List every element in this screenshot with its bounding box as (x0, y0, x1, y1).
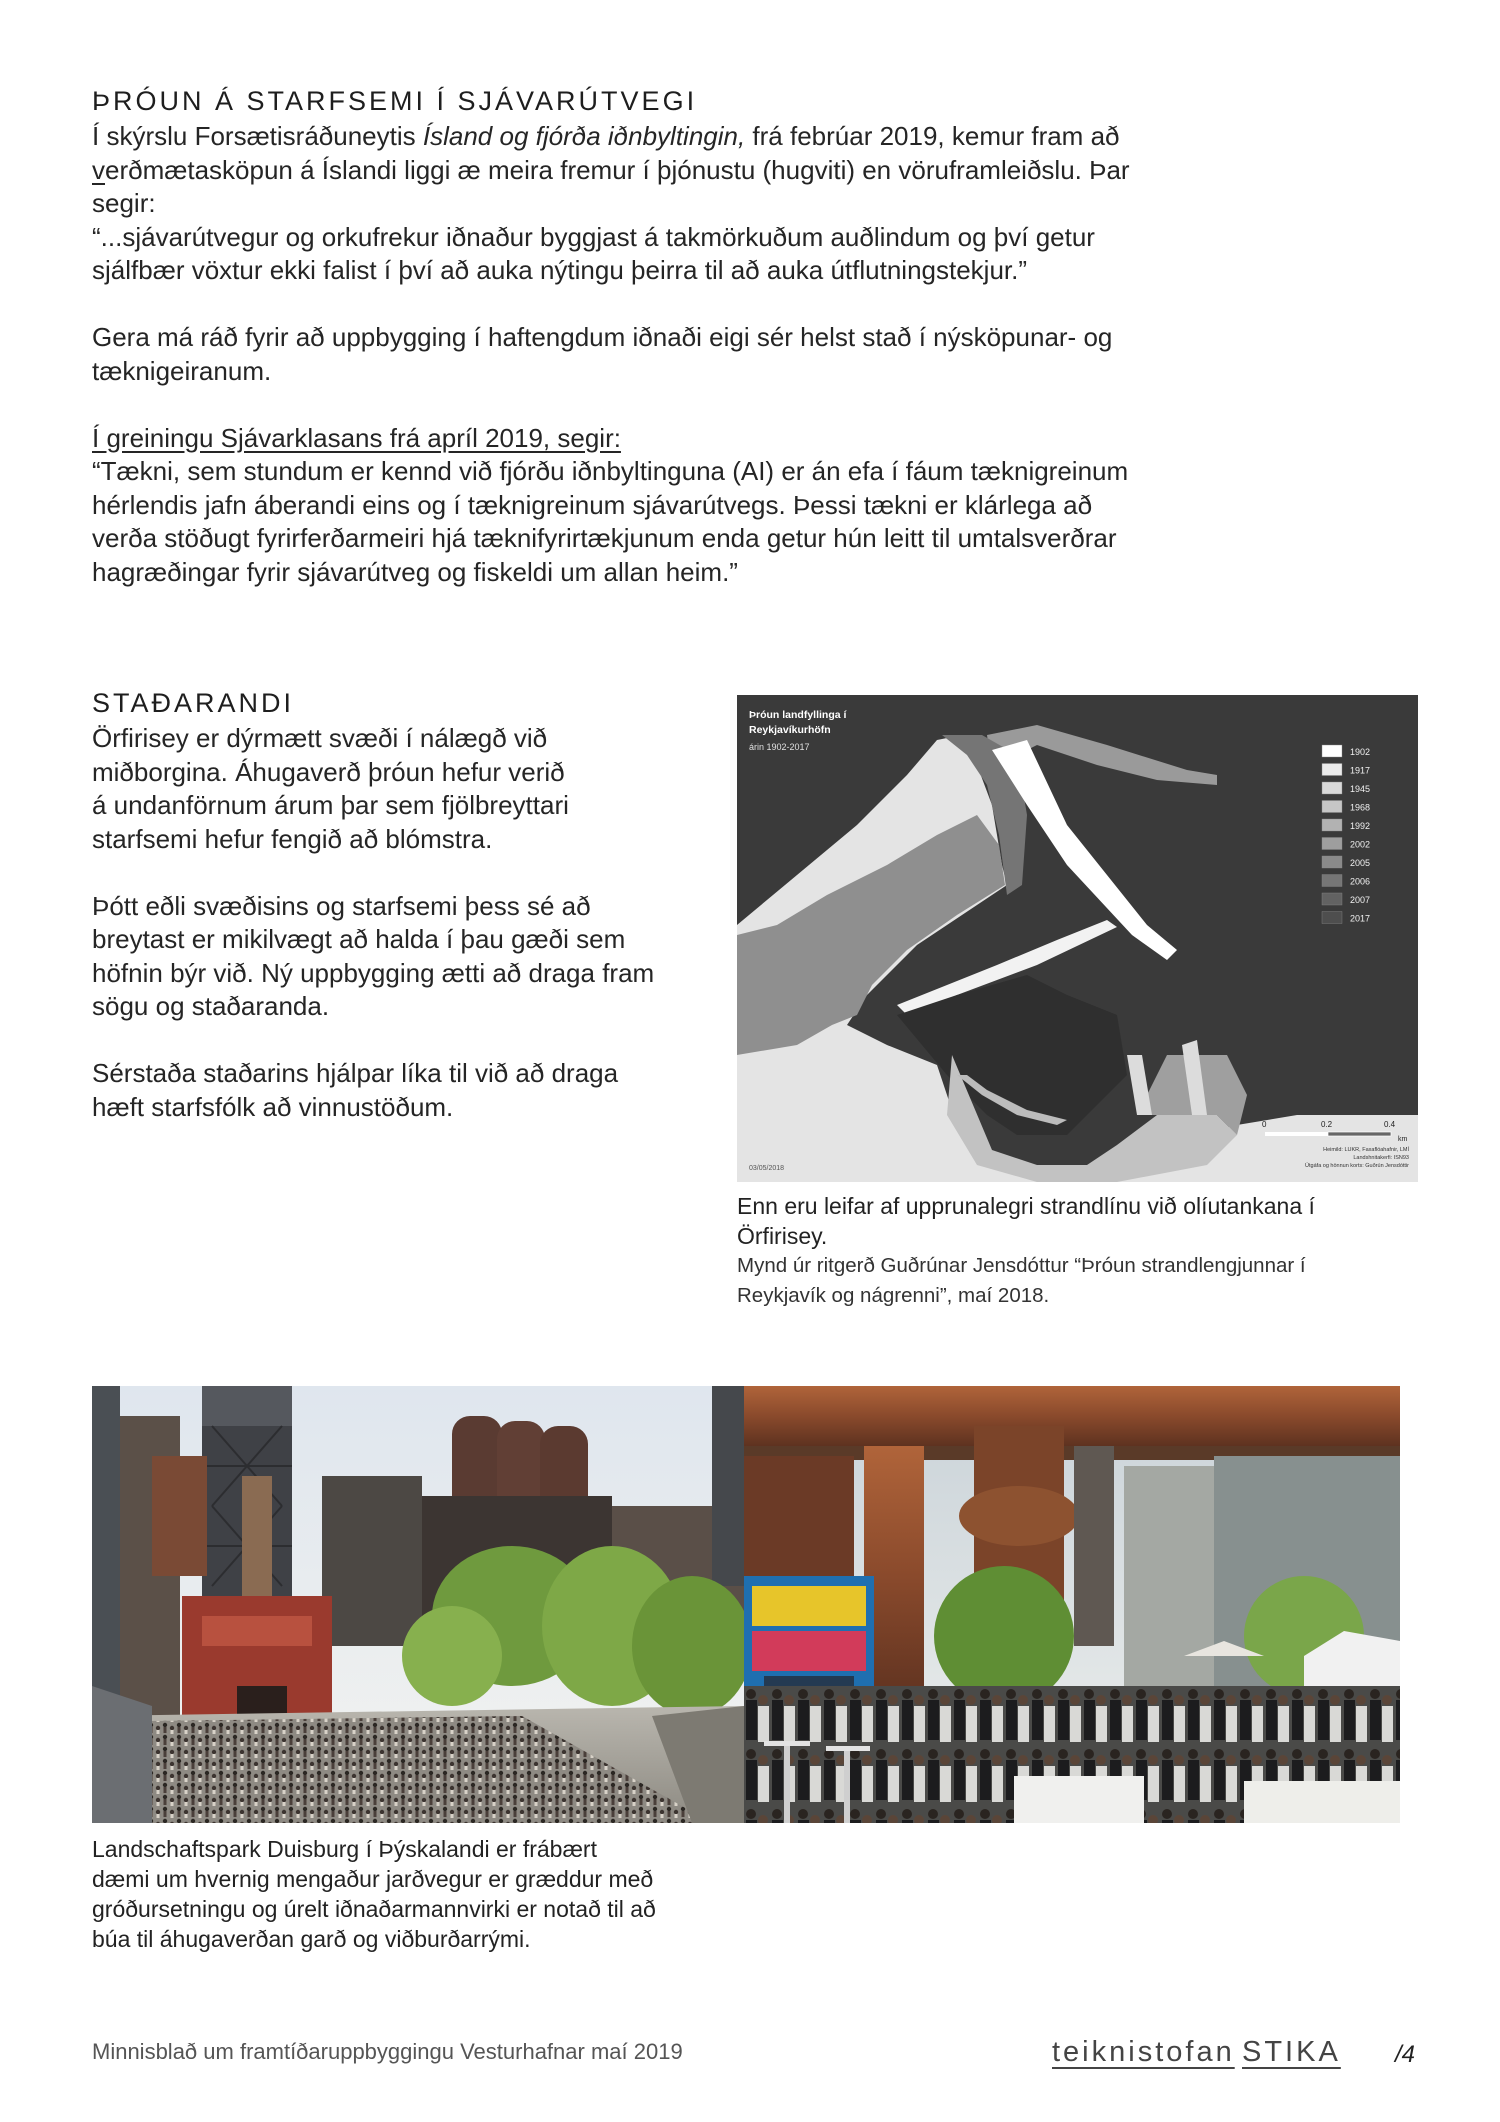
section-heading-fisheries: ÞRÓUN Á STARFSEMI Í SJÁVARÚTVEGI (92, 86, 698, 116)
quote-line: hagræðingar fyrir sjávarútveg og fiskeldi um allan heim.” (92, 556, 738, 587)
legend-label-1992: 1992 (1350, 821, 1371, 831)
paragraph-line: tæknigeiranum. (92, 355, 272, 386)
legend-label-2005: 2005 (1350, 858, 1371, 868)
legend-swatch-1968 (1322, 801, 1342, 813)
photo-caption-line: dæmi um hvernig mengaður jarðvegur er græddur með (92, 1866, 654, 1892)
map-date: 03/05/2018 (749, 1165, 785, 1172)
photo-duisburg-crowd-svg (92, 1386, 744, 1823)
legend-swatch-2002 (1322, 838, 1342, 850)
quote-line: “...sjávarútvegur og orkufrekur iðnaður byggjast á takmörkuðum auðlindum og því getur (92, 221, 1095, 252)
legend-swatch-2006 (1322, 875, 1342, 887)
scale-label-1: 0.2 (1321, 1120, 1333, 1129)
source-intro: Í greiningu Sjávarklasans frá apríl 2019, segir: (92, 422, 621, 453)
map-credit: Landshnitakerfi: ISN93 (1353, 1155, 1409, 1161)
paragraph-line: starfsemi hefur fengið að blómstra. (92, 823, 493, 854)
map-caption-credit: Reykjavík og nágrenni”, maí 2018. (737, 1284, 1050, 1307)
spacer (92, 388, 1432, 422)
photo-caption-line: Landschaftspark Duisburg í Þýskalandi er frábært (92, 1836, 597, 1862)
paragraph-line: segir: (92, 188, 156, 218)
paragraph-line: Gera má ráð fyrir að uppbygging í haftengdum iðnaði eigi sér helst stað í nýsköpunar- og (92, 322, 1113, 352)
photo-caption-line: gróðursetningu og úrelt iðnaðarmannvirki er notað til að (92, 1896, 656, 1922)
map-caption-credit: Mynd úr ritgerð Guðrúnar Jensdóttur “Þróun strandlengjunnar í (737, 1254, 1306, 1277)
photo-duisburg-event-svg (744, 1386, 1400, 1823)
legend-swatch-1945 (1322, 782, 1342, 794)
photo-duisburg-crowd (92, 1386, 744, 1823)
photo-duisburg-event (744, 1386, 1400, 1823)
section-spirit-body (92, 722, 732, 1124)
footer-document-title: Minnisblað um framtíðaruppbyggingu Vesturhafnar maí 2019 (92, 2039, 683, 2064)
paragraph-line: á undanförnum árum þar sem fjölbreyttari (92, 790, 569, 820)
paragraph-line: miðborgina. Áhugaverð þróun hefur verið (92, 756, 565, 787)
legend-label-2017: 2017 (1350, 913, 1371, 924)
map-subtitle: árin 1902-2017 (749, 742, 810, 752)
paragraph-line: sögu og staðaranda. (92, 991, 330, 1021)
map-title-line2: Reykjavíkurhöfn (749, 724, 831, 736)
map-credit: Heimild: LUKR, Faxaflóahafnir, LMÍ (1323, 1147, 1409, 1153)
paragraph-line: Í skýrslu Forsætisráðuneytis Ísland og fjórða iðnbyltingin, frá febrúar 2019, kemur fram að (92, 121, 1120, 151)
paragraph-line: hæft starfsfólk að vinnustöðum. (92, 1091, 454, 1122)
paragraph-line: Sérstaða staðarins hjálpar líka til við að draga (92, 1058, 619, 1088)
legend-swatch-2007 (1322, 893, 1342, 905)
legend-label-1945: 1945 (1350, 784, 1371, 794)
spacer (92, 1024, 732, 1058)
scale-bar-segment (1265, 1132, 1328, 1136)
legend-swatch-1902 (1322, 745, 1342, 757)
scale-unit: km (1398, 1136, 1408, 1143)
logo-teiknistofan: teiknistofan (1052, 2036, 1235, 2068)
quote-line: sjálfbær vöxtur ekki falist í því að auka nýtingu þeirra til að auka útflutningstekjur.” (92, 255, 1028, 285)
quote-line: hérlendis jafn áberandi eins og í tæknigreinum sjávarútvegs. Þessi tækni er klárlega að (92, 489, 1093, 520)
photo-caption-line: búa til áhugaverðan garð og viðburðarrými. (92, 1926, 531, 1952)
map-caption-line: Enn eru leifar af upprunalegri strandlínu við olíutankana í (737, 1193, 1315, 1219)
map-caption-line: Örfirisey. (737, 1223, 828, 1249)
legend-swatch-2005 (1322, 856, 1342, 868)
scale-label-0: 0 (1262, 1120, 1267, 1129)
legend-label-1917: 1917 (1350, 765, 1371, 776)
spacer (92, 288, 1432, 322)
scale-label-2: 0.4 (1384, 1120, 1396, 1129)
section-heading-spirit: STAÐARANDI (92, 688, 295, 718)
quote-line: verða stöðugt fyrirferðarmeiri hjá tæknifyrirtækjunum enda getur hún leitt til umtalsverðrar (92, 523, 1117, 553)
page-number: /4 (1395, 2041, 1416, 2068)
legend-swatch-1917 (1322, 764, 1342, 776)
landfill-map (737, 695, 1418, 1182)
legend-label-2006: 2006 (1350, 876, 1371, 887)
paragraph-line: Þótt eðli svæðisins og starfsemi þess sé að (92, 890, 591, 921)
quote-line: “Tækni, sem stundum er kennd við fjórðu iðnbyltinguna (AI) er án efa í fáum tæknigreinum (92, 456, 1129, 486)
legend-label-1968: 1968 (1350, 802, 1371, 813)
legend-label-2007: 2007 (1350, 895, 1371, 905)
spacer (92, 856, 732, 890)
photo-caption (92, 1834, 792, 1954)
map-title-line1: Þróun landfyllinga í (749, 709, 847, 721)
scale-bar-segment (1328, 1132, 1391, 1136)
paragraph-line: Örfirisey er dýrmætt svæði í nálægð við (92, 723, 548, 753)
paragraph-line: breytast er mikilvægt að halda í þau gæði sem (92, 924, 626, 954)
paragraph-line: höfnin býr við. Ný uppbygging ætti að draga fram (92, 957, 655, 988)
report-title: Ísland og fjórða iðnbyltingin, (422, 121, 746, 151)
map-credit: Útgáfa og hönnun korts: Guðrún Jensdóttir (1305, 1163, 1409, 1169)
paragraph-line: verðmætasköpun á Íslandi liggi æ meira fremur í þjónustu (hugviti) en vöruframleiðslu. Þar (92, 154, 1130, 185)
map-caption (737, 1191, 1437, 1311)
landfill-map-svg (737, 695, 1418, 1182)
legend-swatch-1992 (1322, 819, 1342, 831)
section-fisheries-body (92, 120, 1432, 589)
logo-stika: STIKA (1242, 2036, 1341, 2068)
legend-swatch-2017 (1322, 912, 1342, 924)
legend-label-1902: 1902 (1350, 747, 1371, 757)
legend-label-2002: 2002 (1350, 839, 1371, 850)
